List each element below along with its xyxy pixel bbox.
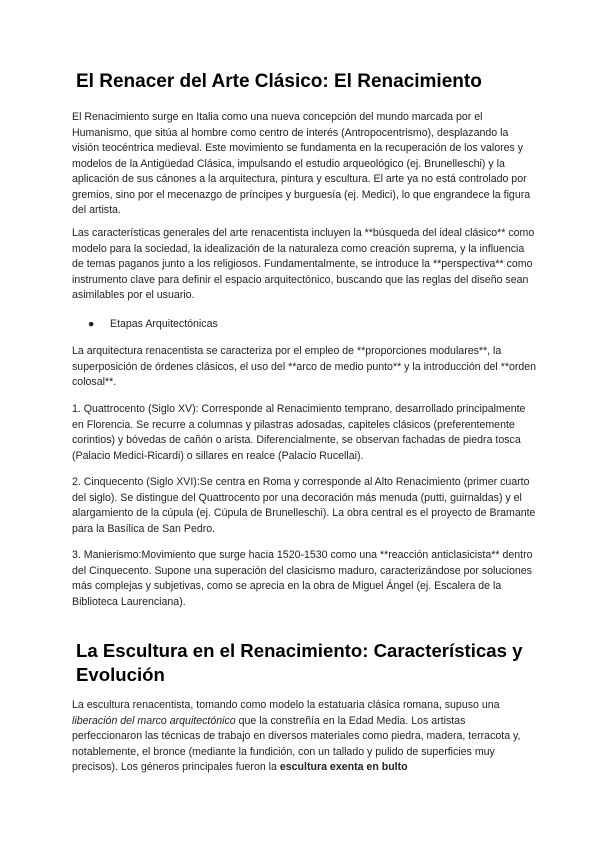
section-heading-renacimiento: El Renacer del Arte Clásico: El Renacimiento: [76, 71, 482, 92]
bullet-icon: ●: [88, 318, 95, 330]
intro-paragraph: El Renacimiento surge en Italia como una nueva concepción del mundo marcada por el Humanismo, que sitúa al hombre como centro de interés (Antropocentrismo), desplazando la visión teocéntrica medieval. Este movimiento se fundamenta en la recuperación de los valores y modelos de la Antigüedad Clásica, impulsando el estudio arqueológico (ej. Brunelleschi) y la aplicación de sus cánones a la arquitectura, pintura y escultura. El arte ya no está controlado por gremios, sino por el mecenazgo de príncipes y burguesía (ej. Medici), lo que engrandece la figura del artista.: [72, 111, 531, 216]
bullet-item-etapas: [88, 317, 218, 333]
sculpture-paragraph: [72, 698, 538, 776]
bullet-label: Etapas Arquitectónicas: [110, 318, 218, 330]
cinquecento-paragraph: 2. Cinquecento (Siglo XVI):Se centra en Roma y corresponde al Alto Renacimiento (primer cuarto del siglo). Se distingue del Quattrocento por una decoración más menuda (putti, guirnaldas) y el alargamiento de la cúpula (ej. Cúpula de Brunelleschi). La obra central es el proyecto de Bramante para la Basílica de San Pedro.: [72, 476, 536, 535]
sculpture-italic: liberación del marco arquitectónico: [72, 714, 236, 727]
sculpture-text-2: que la constreñía en la Edad Media. Los artistas perfeccionaron las técnicas de trabajo en diversos materiales como piedra, madera, terracota y, notablemente, el bronce (mediante la fundición, con un tallado y pulido de superficies muy precisos). Los géneros principales fueron la: [72, 714, 521, 773]
characteristics-paragraph: Las características generales del arte renacentista incluyen la **búsqueda del ideal clásico** como modelo para la sociedad, la idealización de la naturaleza como creación suprema, y la influencia de temas paganos junto a los religiosos. Fundamentalmente, se introduce la **perspectiva** como instrumento clave para definir el espacio arquitectónico, buscando que las reglas del diseño sean asimilables por el usuario.: [72, 227, 535, 301]
section-heading-escultura: La Escultura en el Renacimiento: Características y Evolución: [76, 640, 523, 685]
manierismo-paragraph: 3. Manierismo:Movimiento que surge hacia 1520-1530 como una **reacción anticlasicista** dentro del Cinquecento. Supone una superación del clasicismo maduro, caracterizándose por soluciones más complejas y subjetivas, como se aprecia en la obra de Miguel Ángel (ej. Escalera de la Biblioteca Laurenciana).: [72, 549, 533, 608]
sculpture-bold: escultura exenta en bulto: [279, 761, 408, 773]
sculpture-text-1: La escultura renacentista, tomando como modelo la estatuaria clásica romana, supuso una: [72, 699, 500, 711]
quattrocento-paragraph: 1. Quattrocento (Siglo XV): Corresponde al Renacimiento temprano, desarrollado principalmente en Florencia. Se recurre a columnas y pilastras adosadas, capiteles clásicos (preferentemente corintios) y bóvedas de cañón o arista. Diferencialmente, se observan fachadas de piedra tosca (Palacio Medici-Ricardi) o sillares en realce (Palacio Rucellai).: [72, 403, 526, 462]
architecture-paragraph: La arquitectura renacentista se caracteriza por el empleo de **proporciones modulares**, la superposición de órdenes clásicos, el uso del **arco de medio punto** y la introducción del **orden colosal**.: [72, 345, 537, 388]
